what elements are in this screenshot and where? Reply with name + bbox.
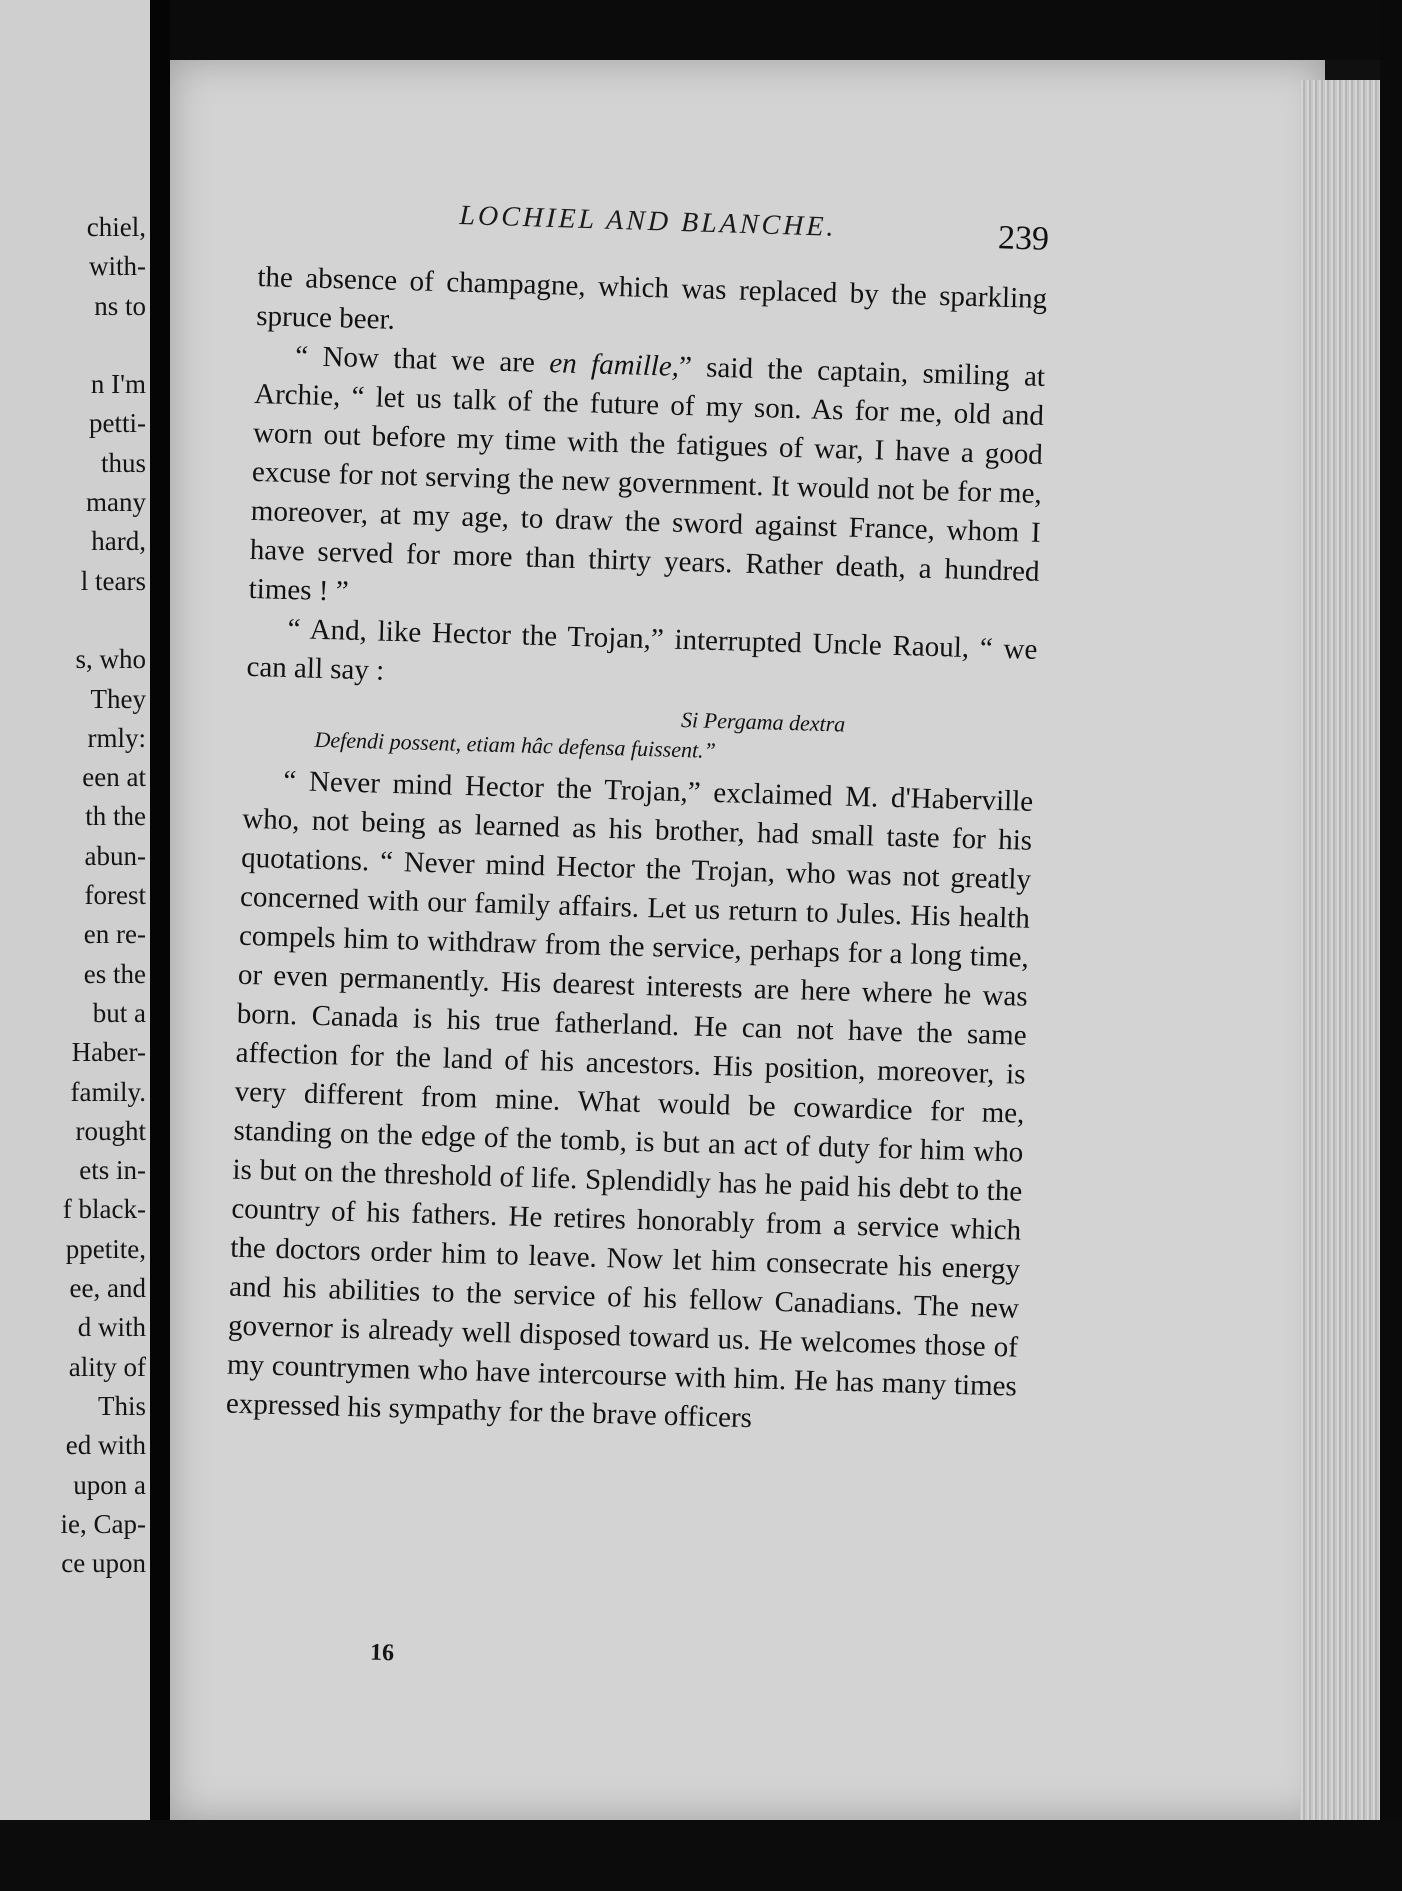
left-page-fragment: This bbox=[97, 1390, 146, 1421]
left-page-fragment: f black- bbox=[62, 1194, 146, 1225]
left-page-text-fragments bbox=[0, 208, 150, 1583]
left-page-fragment bbox=[0, 326, 150, 365]
left-page-fragment: l tears bbox=[80, 565, 146, 596]
left-page-fragment bbox=[0, 601, 150, 640]
left-page-fragment: ee, and bbox=[69, 1273, 146, 1304]
left-page-fragment: with- bbox=[89, 251, 146, 282]
scan-background-right bbox=[1380, 0, 1402, 1891]
page-edges bbox=[1300, 80, 1380, 1820]
left-page-fragment: ets in- bbox=[79, 1155, 146, 1186]
left-page-fragment: chiel, bbox=[86, 212, 146, 242]
paragraph-1: the absence of champagne, which was replaced by the sparkling spruce beer. bbox=[255, 260, 1048, 336]
left-page-fragment: een at bbox=[82, 762, 146, 793]
left-page-fragment: forest bbox=[84, 880, 146, 911]
left-page-fragment: petti- bbox=[89, 408, 146, 439]
left-page-fragment: upon a bbox=[73, 1469, 146, 1500]
verse-line-2: Defendi possent, etiam hâc defensa fuissent.” bbox=[314, 726, 717, 763]
left-page-fragment: s, who bbox=[75, 644, 146, 675]
left-page-fragment: ed with bbox=[65, 1430, 146, 1461]
paragraph-2-italic: en famille, bbox=[548, 347, 680, 383]
paragraph-2-after: ” said the captain, smiling at Archie, “ let us talk of the future of my son. As for me, old and worn out before my time with the fatigues of war, I have a good excuse for not serving the new government. It would not be for me, moreover, at my age, to draw the sword against France, whom I have served for more than thirty years. Rather death, a hundred times ! ” bbox=[248, 350, 1046, 608]
left-page-fragment: ie, Cap- bbox=[60, 1508, 146, 1539]
left-page-fragment: th the bbox=[85, 801, 146, 832]
left-page-fragment: hard, bbox=[91, 526, 146, 557]
paragraph-2 bbox=[248, 336, 1045, 631]
left-page-fragment: es the bbox=[83, 958, 146, 989]
scan-background-bottom bbox=[0, 1820, 1402, 1891]
page-number: 239 bbox=[997, 219, 1050, 258]
paragraph-4: “ Never mind Hector the Trojan,” exclaimed M. d'Haberville who, not being as learned as his brother, had small taste for his quotations. “ Never mind Hector the Trojan, who was not greatly concerned with our family affairs. Let us return to Jules. His health compels him to withdraw from the service, perhaps for a long time, or even permanently. His dearest interests are here where he was born. Canada is his true fatherland. He can not have the same affection for the land of his ancestors. His position, moreover, is very different from mine. What would be cowardice for me, standing on the edge of the tomb, is but an act of duty for him who is but on the threshold of life. Splendidly has he paid his debt to the country of his fathers. He retires honorably from a service which the doctors order him to leave. Now let him consecrate his energy and his abilities to the service of his fellow Canadians. The new governor is already well disposed toward us. He welcomes those of my countrymen who have intercourse with him. He has many times expressed his sympathy for the brave officers bbox=[225, 764, 1034, 1435]
left-page-fragment: abun- bbox=[84, 840, 146, 871]
left-page-fragment: ppetite, bbox=[65, 1233, 146, 1264]
left-page-fragment: They bbox=[90, 683, 146, 714]
left-page-fragment: many bbox=[86, 487, 146, 518]
left-page-fragment: ce upon bbox=[61, 1548, 146, 1579]
paragraph-2-before: “ Now that we are bbox=[294, 340, 550, 380]
left-page-fragment: family. bbox=[70, 1076, 146, 1107]
left-page-fragment: rought bbox=[75, 1115, 146, 1146]
book-gutter bbox=[150, 0, 170, 1891]
left-page-fragment: Haber- bbox=[71, 1037, 146, 1068]
running-head: LOCHIEL AND BLANCHE. bbox=[459, 200, 837, 243]
signature-mark: 16 bbox=[369, 1639, 395, 1667]
left-page-fragment: d with bbox=[77, 1312, 146, 1343]
left-page-fragment: ality of bbox=[68, 1351, 146, 1382]
left-page-fragment: thus bbox=[100, 447, 146, 478]
left-page-fragment: n I'm bbox=[90, 369, 146, 400]
left-page-fragment: en re- bbox=[83, 919, 146, 950]
verse-line-1: Si Pergama dextra bbox=[680, 706, 846, 737]
body-text bbox=[225, 258, 1047, 1446]
left-page-fragment: ns to bbox=[94, 290, 146, 321]
left-page-fragment: rmly: bbox=[87, 722, 146, 753]
scan-background-top bbox=[170, 0, 1402, 60]
left-page bbox=[0, 0, 150, 1891]
paragraph-3: “ And, like Hector the Trojan,” interrupted Uncle Raoul, “ we can all say : bbox=[246, 612, 1038, 687]
left-page-fragment: but a bbox=[92, 997, 146, 1028]
